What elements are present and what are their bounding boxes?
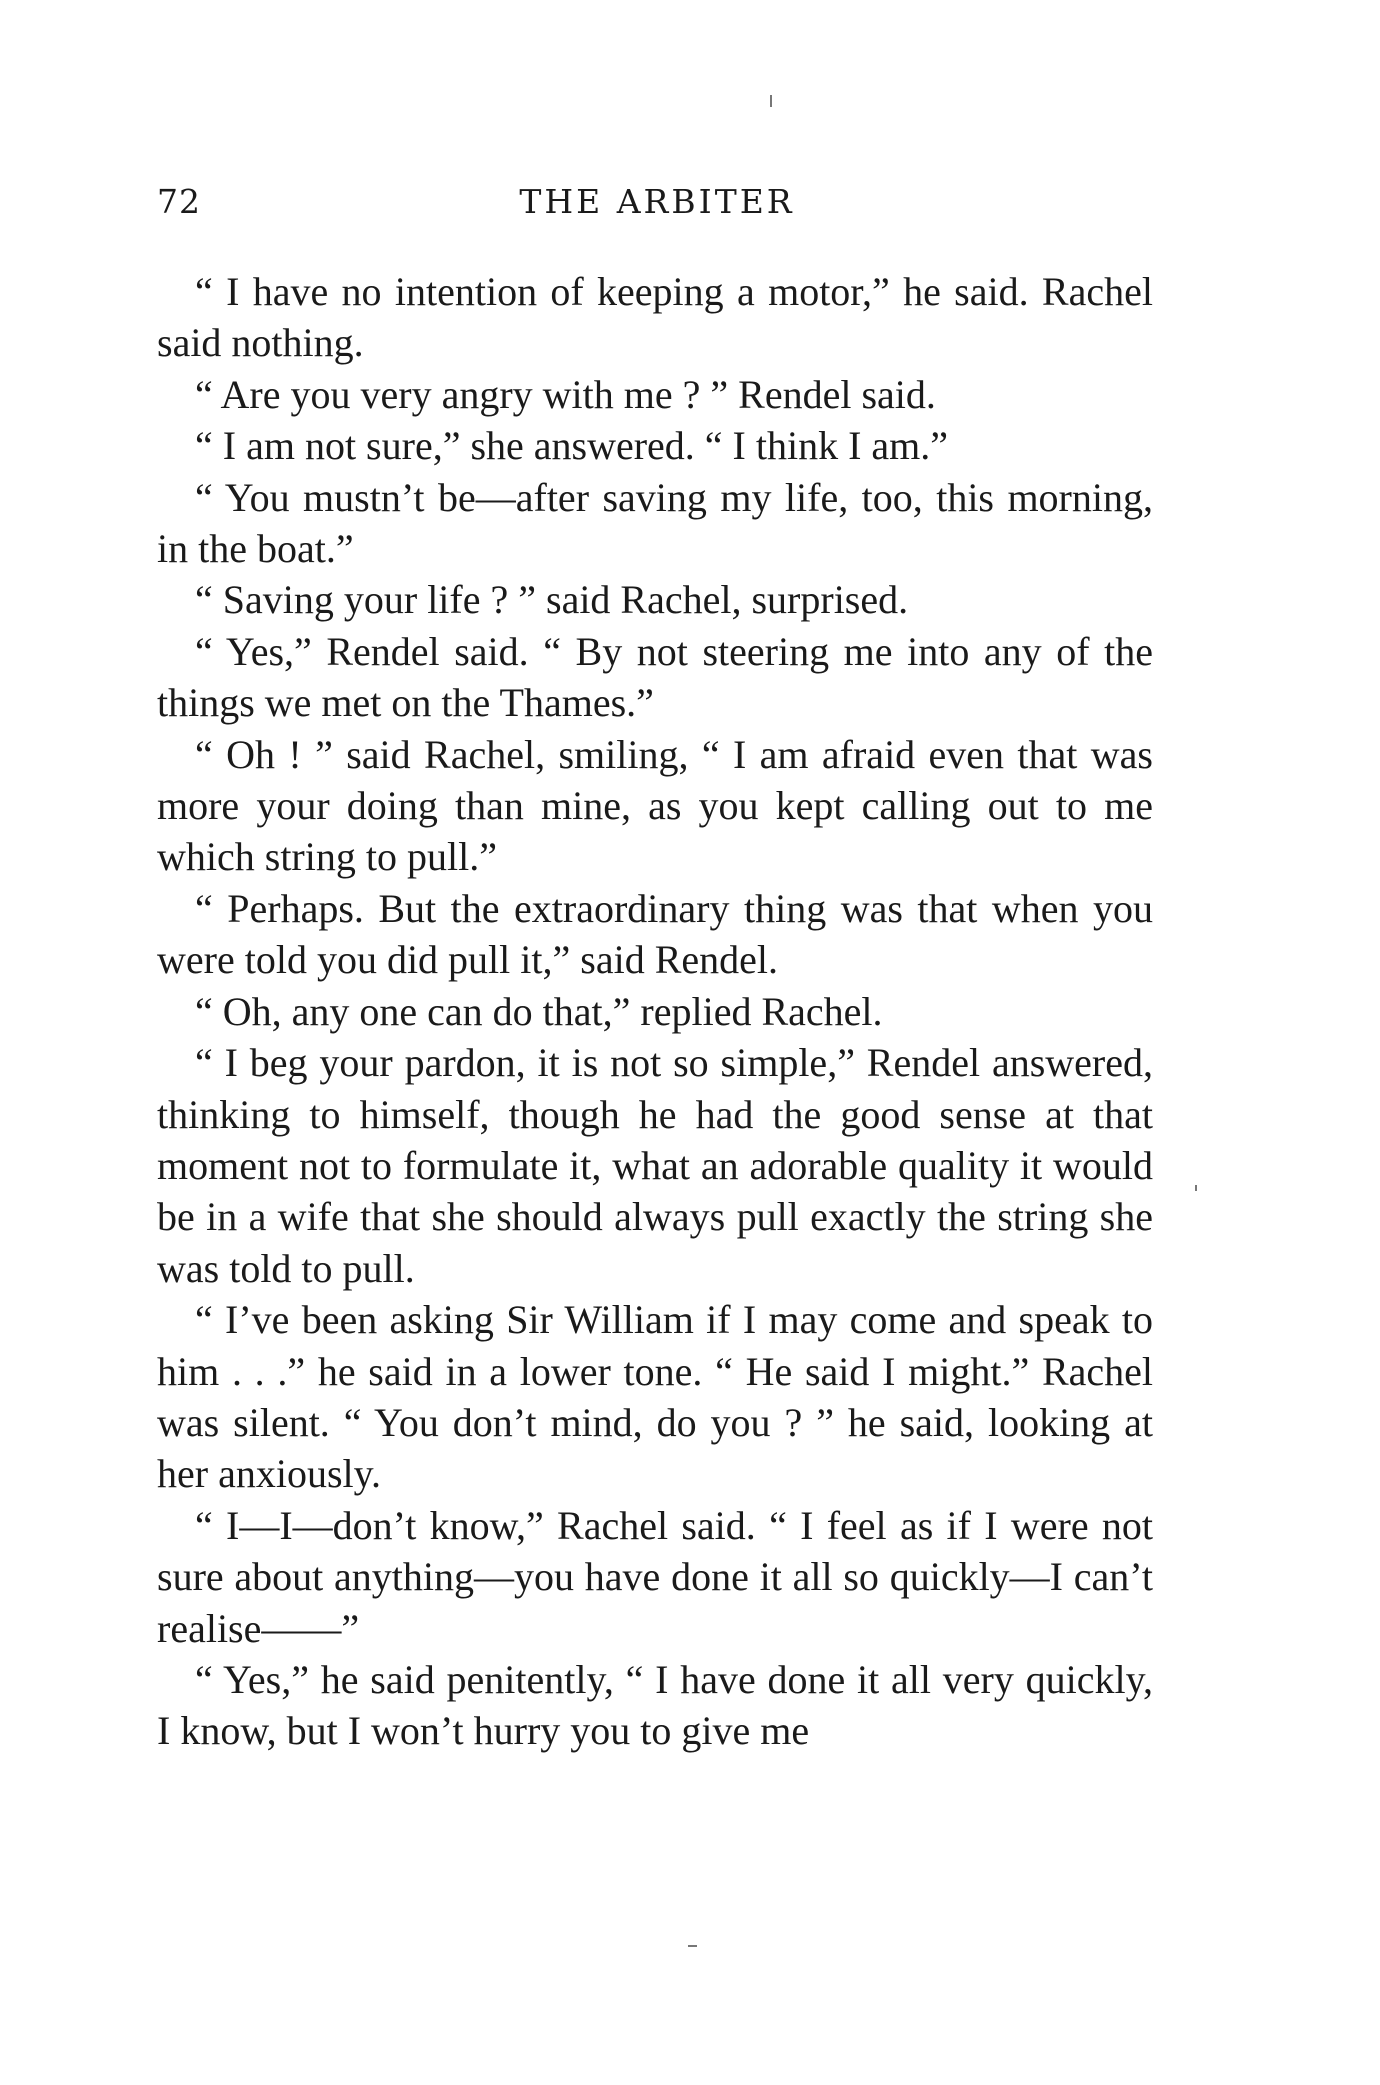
paragraph: “ I am not sure,” she answered. “ I think I am.” xyxy=(195,423,949,469)
paragraph: “ I have no intention of keeping a motor,” he said. Rachel said nothing. xyxy=(157,269,1153,366)
scan-speck xyxy=(688,1945,697,1947)
paragraph: “ I’ve been asking Sir William if I may come and speak to him . . .” he said in a lower tone. “ He said I might.” Rachel was silent. “ You don’t mind, do you ? ” he said, looking at her anxiously. xyxy=(157,1297,1153,1497)
body-text xyxy=(157,266,1153,1757)
paragraph: “ Saving your life ? ” said Rachel, surprised. xyxy=(195,577,909,623)
paragraph: “ Oh ! ” said Rachel, smiling, “ I am afraid even that was more your doing than mine, as you kept calling out to me which string to pull.” xyxy=(157,731,1153,880)
paragraph: “ I—I—don’t know,” Rachel said. “ I feel as if I were not sure about anything—you have done it all so quickly—I can’t realise——” xyxy=(157,1502,1153,1651)
paragraph: “ I beg your pardon, it is not so simple,” Rendel answered, thinking to himself, though he had the good sense at that moment not to formulate it, what an adorable quality it would be in a wife that she should always pull exactly the string she was told to pull. xyxy=(157,1040,1153,1291)
page-number: 72 xyxy=(157,182,201,221)
paragraph: “ Yes,” Rendel said. “ By not steering me into any of the things we met on the Thames.” xyxy=(157,628,1153,726)
paragraph: “ Perhaps. But the extraordinary thing was that when you were told you did pull it,” said Rendel. xyxy=(157,885,1153,983)
paragraph: “ Are you very angry with me ? ” Rendel said. xyxy=(195,371,936,417)
page-header xyxy=(157,182,1157,232)
scan-speck xyxy=(1195,1185,1197,1191)
paragraph: “ Oh, any one can do that,” replied Rachel. xyxy=(195,988,883,1034)
scan-speck xyxy=(770,95,772,107)
running-head-title: THE ARBITER xyxy=(519,182,795,221)
paragraph: “ You mustn’t be—after saving my life, too, this morning, in the boat.” xyxy=(157,474,1153,572)
paragraph: “ Yes,” he said penitently, “ I have done it all very quickly, I know, but I won’t hurry you to give me xyxy=(157,1656,1153,1754)
